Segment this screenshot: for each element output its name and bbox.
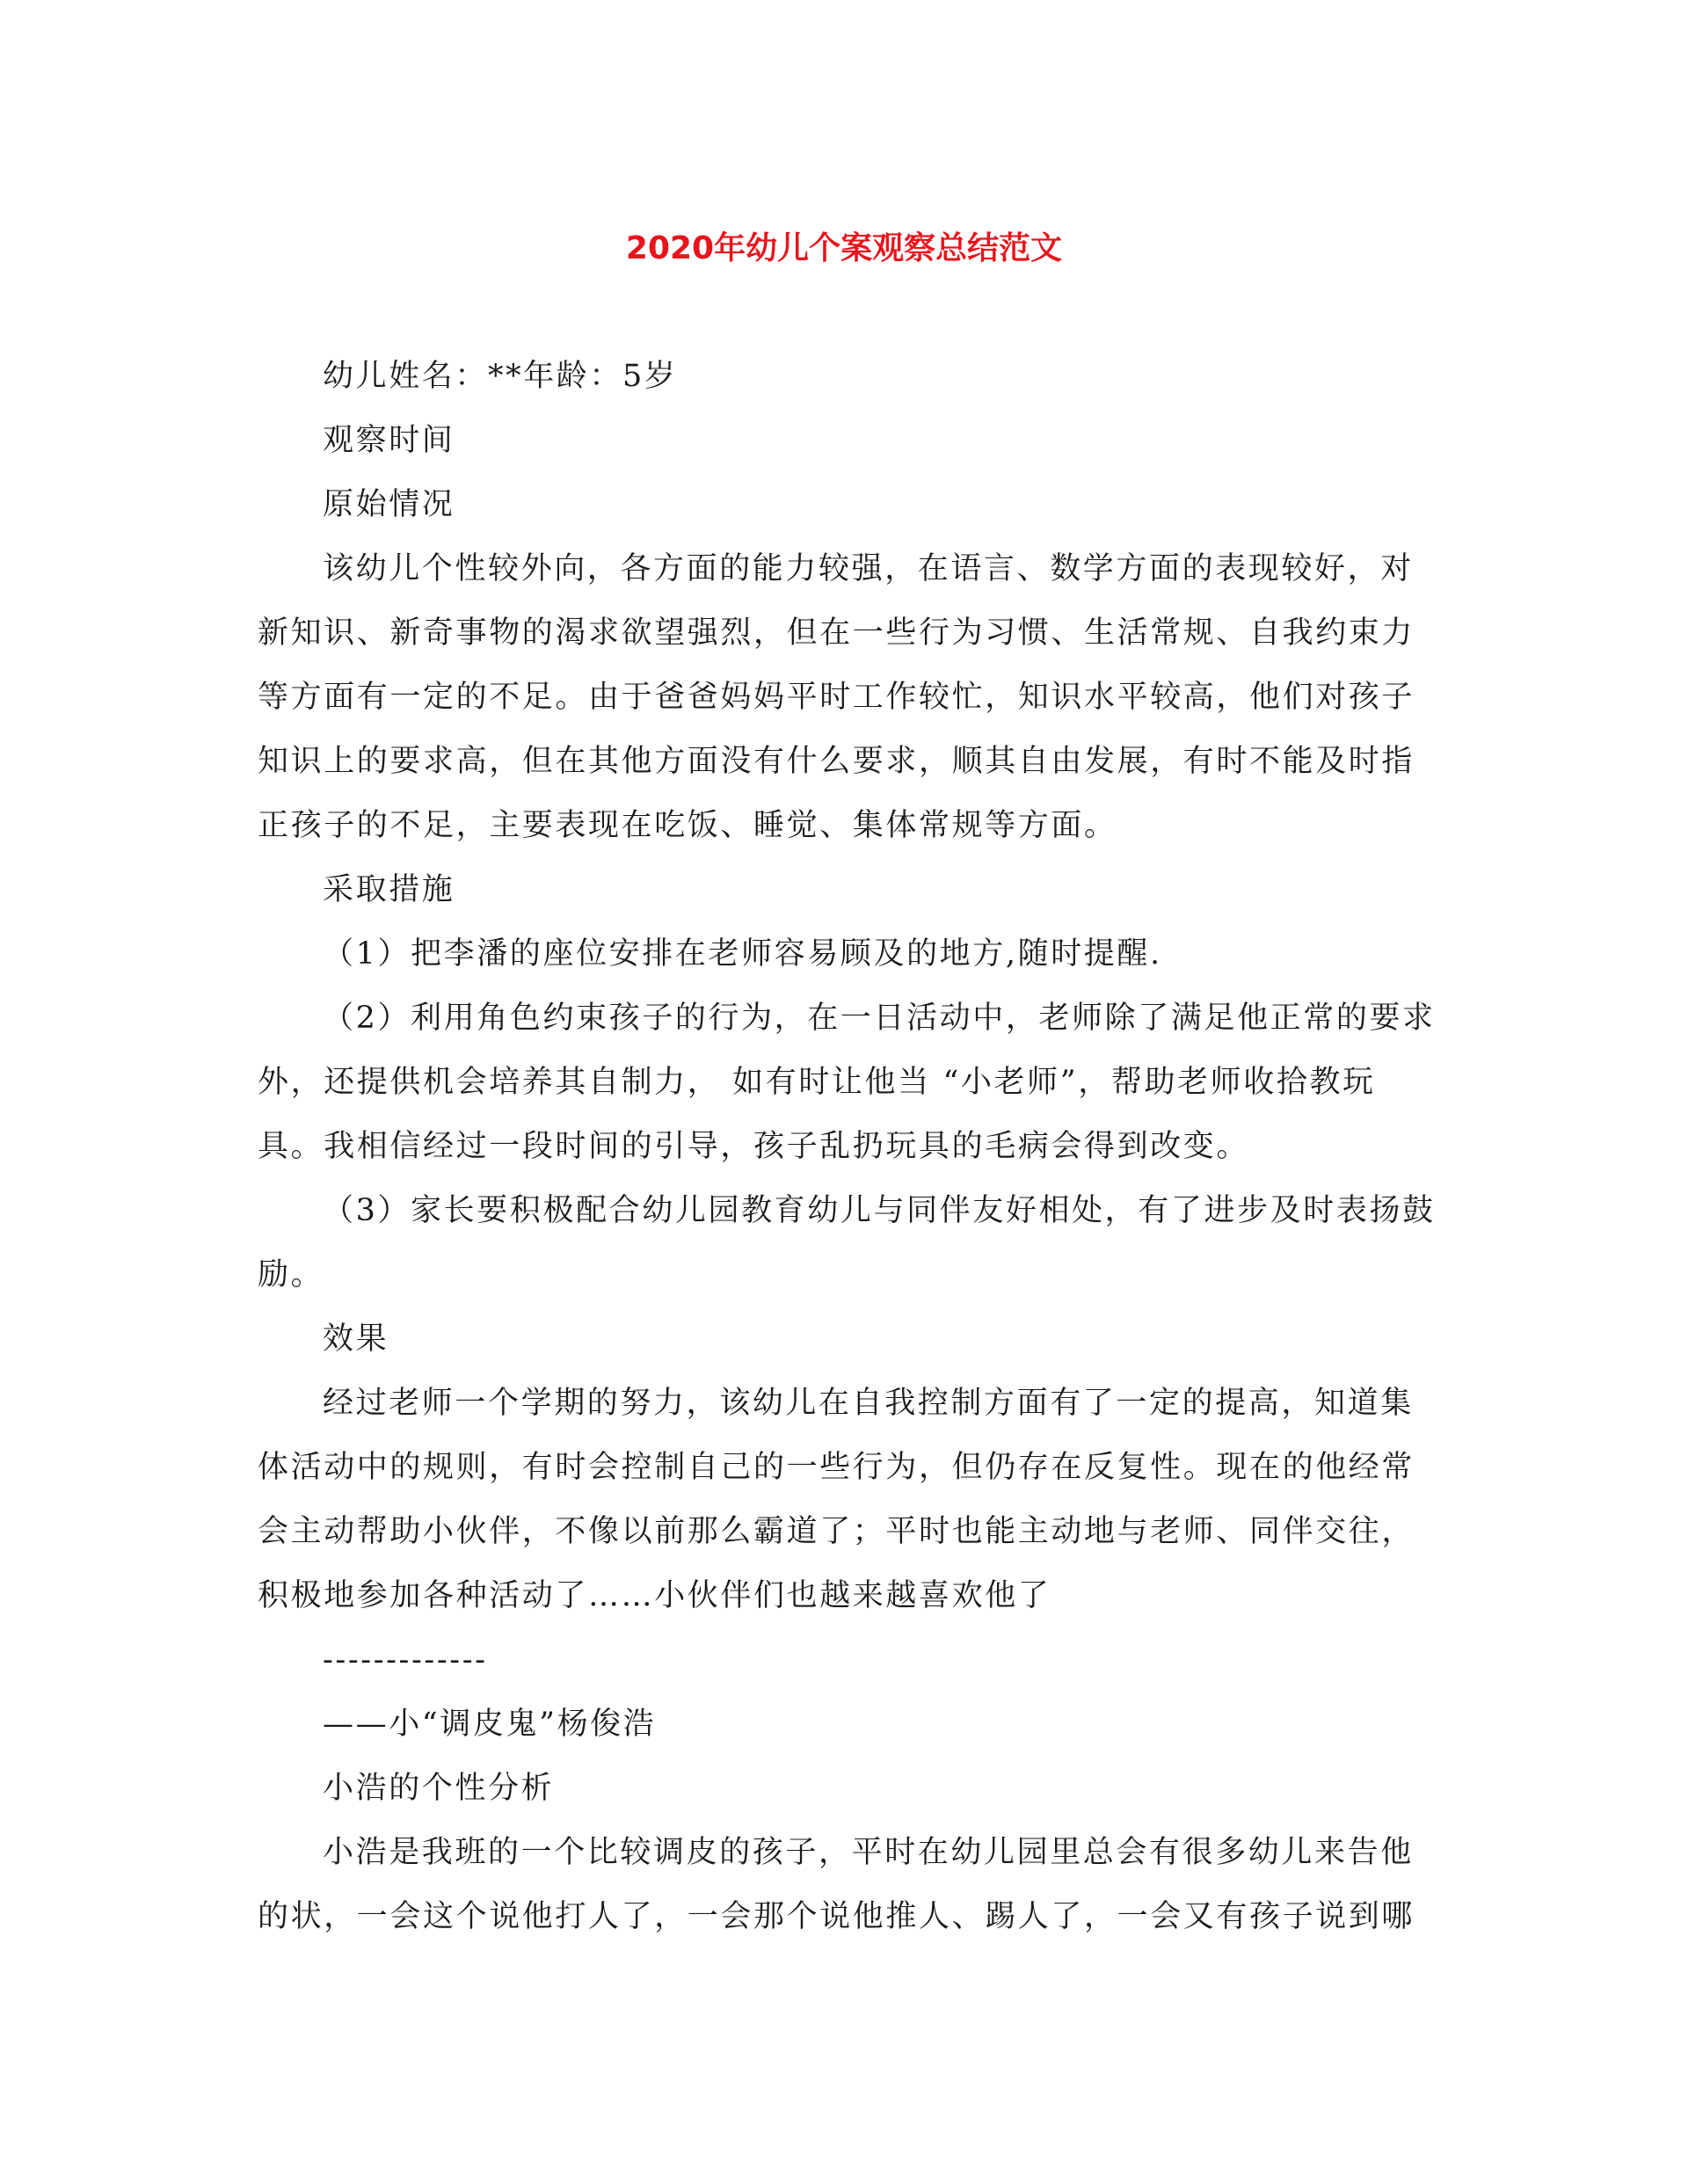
- text-line: 小浩是我班的一个比较调皮的孩子，平时在幼儿园里总会有很多幼儿来告他: [323, 1835, 1414, 1870]
- text-line: 幼儿姓名：**年龄：5岁: [323, 359, 678, 394]
- text-line: 具。我相信经过一段时间的引导，孩子乱扔玩具的毛病会得到改变。: [258, 1129, 1250, 1164]
- text-line: 效果: [323, 1321, 389, 1357]
- text-line: （3）家长要积极配合幼儿园教育幼儿与同伴友好相处，有了进步及时表扬鼓: [323, 1193, 1436, 1228]
- text-line: （1）把李潘的座位安排在老师容易顾及的地方,随时提醒.: [323, 936, 1162, 972]
- text-line: 会主动帮助小伙伴，不像以前那么霸道了；平时也能主动地与老师、同伴交往，: [258, 1514, 1415, 1549]
- text-line: 小浩的个性分析: [323, 1771, 555, 1806]
- document-title: 2020年幼儿个案观察总结范文: [625, 230, 1063, 266]
- text-line: -------------: [323, 1642, 488, 1678]
- text-line: 的状，一会这个说他打人了，一会那个说他推人、踢人了，一会又有孩子说到哪: [258, 1899, 1415, 1934]
- text-line: ——小“调皮鬼”杨俊浩: [323, 1707, 657, 1742]
- text-line: 知识上的要求高，但在其他方面没有什么要求，顺其自由发展，有时不能及时指: [258, 744, 1415, 779]
- text-line: 等方面有一定的不足。由于爸爸妈妈平时工作较忙，知识水平较高，他们对孩子: [258, 680, 1415, 715]
- text-line: 积极地参加各种活动了……小伙伴们也越来越喜欢他了: [258, 1578, 1051, 1613]
- text-line: 正孩子的不足，主要表现在吃饭、睡觉、集体常规等方面。: [258, 808, 1117, 843]
- text-line: 该幼儿个性较外向，各方面的能力较强，在语言、数学方面的表现较好，对: [323, 551, 1414, 586]
- document-body: [258, 345, 1436, 1949]
- text-line: （2）利用角色约束孩子的行为，在一日活动中，老师除了满足他正常的要求: [323, 1001, 1436, 1036]
- text-line: 体活动中的规则，有时会控制自己的一些行为，但仍存在反复性。现在的他经常: [258, 1450, 1415, 1485]
- text-line: 外，还提供机会培养其自制力， 如有时让他当 “小老师”，帮助老师收拾教玩: [258, 1065, 1376, 1100]
- text-line: 经过老师一个学期的努力，该幼儿在自我控制方面有了一定的提高，知道集: [323, 1386, 1414, 1421]
- text-line: 新知识、新奇事物的渴求欲望强烈，但在一些行为习惯、生活常规、自我约束力: [258, 615, 1415, 651]
- text-line: 励。: [258, 1257, 324, 1292]
- text-line: 原始情况: [323, 487, 455, 522]
- text-line: 采取措施: [323, 872, 455, 907]
- text-line: 观察时间: [323, 423, 455, 458]
